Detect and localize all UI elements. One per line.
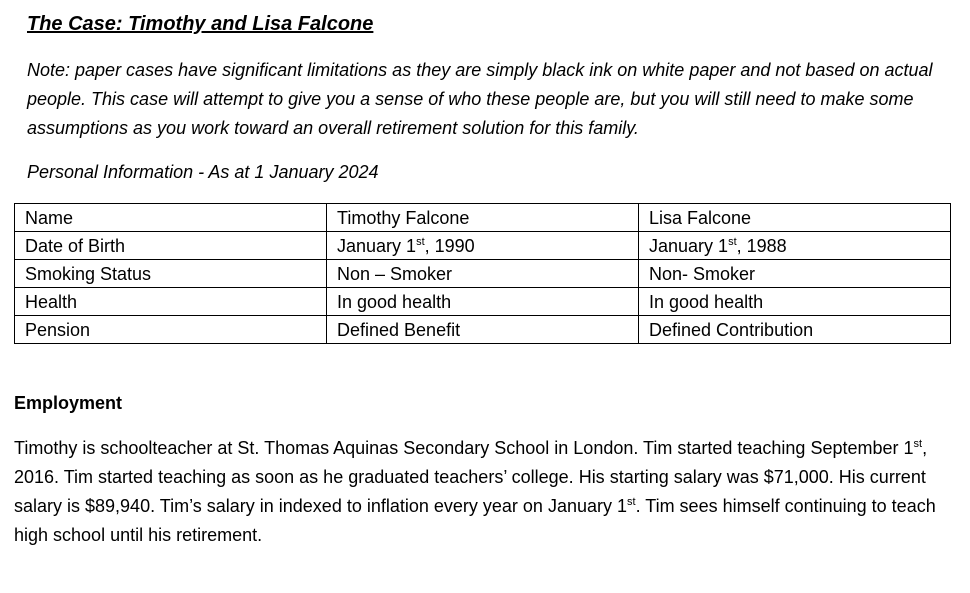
timothy-name: Timothy Falcone [327, 204, 639, 232]
lisa-health: In good health [639, 288, 951, 316]
row-label: Health [15, 288, 327, 316]
row-label: Smoking Status [15, 260, 327, 288]
table-row [15, 232, 951, 260]
personal-info-table [14, 203, 951, 344]
timothy-health: In good health [327, 288, 639, 316]
table-row [15, 288, 951, 316]
dob-text: January 1 [649, 235, 729, 256]
lisa-name: Lisa Falcone [639, 204, 951, 232]
timothy-pension: Defined Benefit [327, 316, 639, 344]
personal-info-heading: Personal Information - As at 1 January 2024 [27, 162, 379, 182]
dob-text: January 1 [337, 235, 417, 256]
timothy-dob [327, 232, 639, 260]
lisa-smoking: Non- Smoker [639, 260, 951, 288]
employment-text-2: , 2016. Tim started teaching as soon as he graduated teachers’ college. His starting salary was $71,000. His current salary is $89,940. Tim’s salary in indexed to inflation every year on January 1 [14, 438, 928, 516]
ordinal-suffix: st [627, 496, 636, 508]
employment-heading: Employment [14, 393, 123, 413]
employment-text-3: . Tim sees himself continuing to teach high school until his retirement. [14, 496, 936, 545]
table-row [15, 316, 951, 344]
dob-year: , 1988 [736, 235, 787, 256]
employment-paragraph [14, 434, 959, 550]
row-label: Name [15, 204, 327, 232]
dob-year: , 1990 [424, 235, 475, 256]
ordinal-suffix: st [728, 235, 737, 248]
employment-text-1: Timothy is schoolteacher at St. Thomas Aquinas Secondary School in London. Tim started teaching September 1 [14, 438, 914, 458]
case-title: The Case: Timothy and Lisa Falcone [27, 13, 374, 35]
table-row [15, 204, 951, 232]
table-row [15, 260, 951, 288]
case-note: Note: paper cases have significant limitations as they are simply black ink on white paper and not based on actual people. This case will attempt to give you a sense of who these people are, but you will still need to make some assumptions as you work toward an overall retirement solution for this family. [27, 60, 933, 138]
ordinal-suffix: st [416, 235, 425, 248]
timothy-smoking: Non – Smoker [327, 260, 639, 288]
row-label: Pension [15, 316, 327, 344]
lisa-dob [639, 232, 951, 260]
lisa-pension: Defined Contribution [639, 316, 951, 344]
row-label: Date of Birth [15, 232, 327, 260]
ordinal-suffix: st [913, 438, 923, 450]
